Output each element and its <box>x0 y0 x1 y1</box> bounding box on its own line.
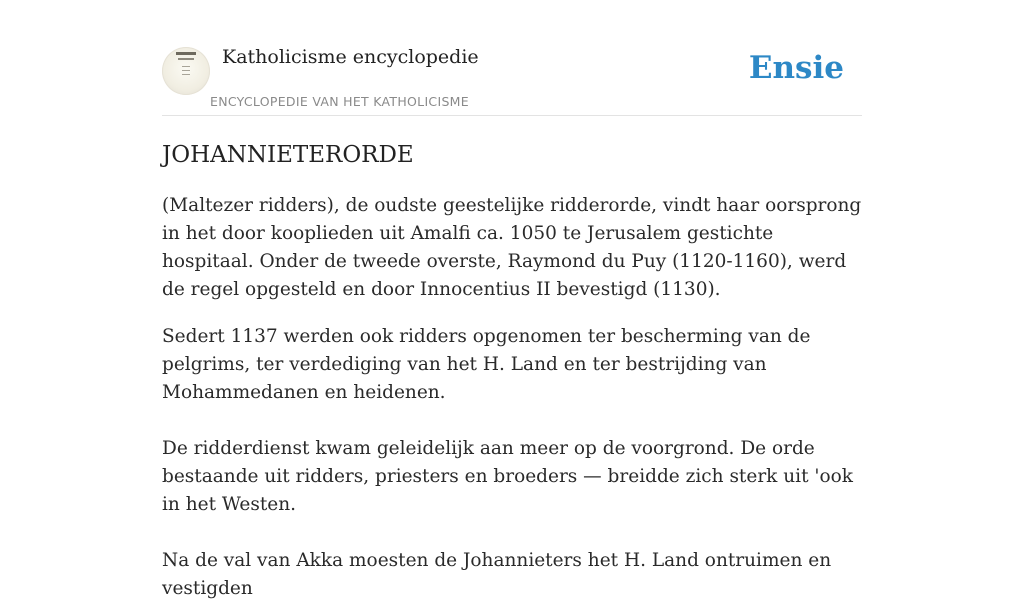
book-cover-icon[interactable] <box>162 47 210 95</box>
article-title: JOHANNIETERORDE <box>162 142 414 168</box>
cover-text-mark <box>182 74 190 75</box>
article <box>162 138 862 603</box>
site-subtitle: ENCYCLOPEDIE VAN HET KATHOLICISME <box>210 94 469 109</box>
cover-title-mark <box>176 52 196 55</box>
article-paragraph: De ridderdienst kwam geleidelijk aan meer op de voorgrond. De orde bestaande uit ridders, priesters en broeders — breidde zich sterk uit 'ook in het Westen. <box>162 438 853 515</box>
article-paragraph: (Maltezer ridders), de oudste geestelijke ridderorde, vindt haar oorsprong in het door kooplieden uit Amalfi ca. 1050 te Jerusalem gestichte hospitaal. Onder de tweede overste, Raymond du Puy (1120-1160), werd de regel opgesteld en door Innocentius II bevestigd (1130). <box>162 195 862 300</box>
cover-text-mark <box>182 66 190 67</box>
ensie-logo-link[interactable]: Ensie <box>748 50 844 86</box>
article-paragraph: Sedert 1137 werden ook ridders opgenomen ter bescherming van de pelgrims, ter verdediging van het H. Land en ter bestrijding van Mohammedanen en heidenen. <box>162 326 811 403</box>
site-header <box>162 44 862 116</box>
cover-text-mark <box>182 70 190 71</box>
article-paragraph: Na de val van Akka moesten de Johannieters het H. Land ontruimen en vestigden <box>162 550 832 599</box>
site-title-link[interactable]: Katholicisme encyclopedie <box>222 46 479 68</box>
cover-subtitle-mark <box>178 58 194 60</box>
